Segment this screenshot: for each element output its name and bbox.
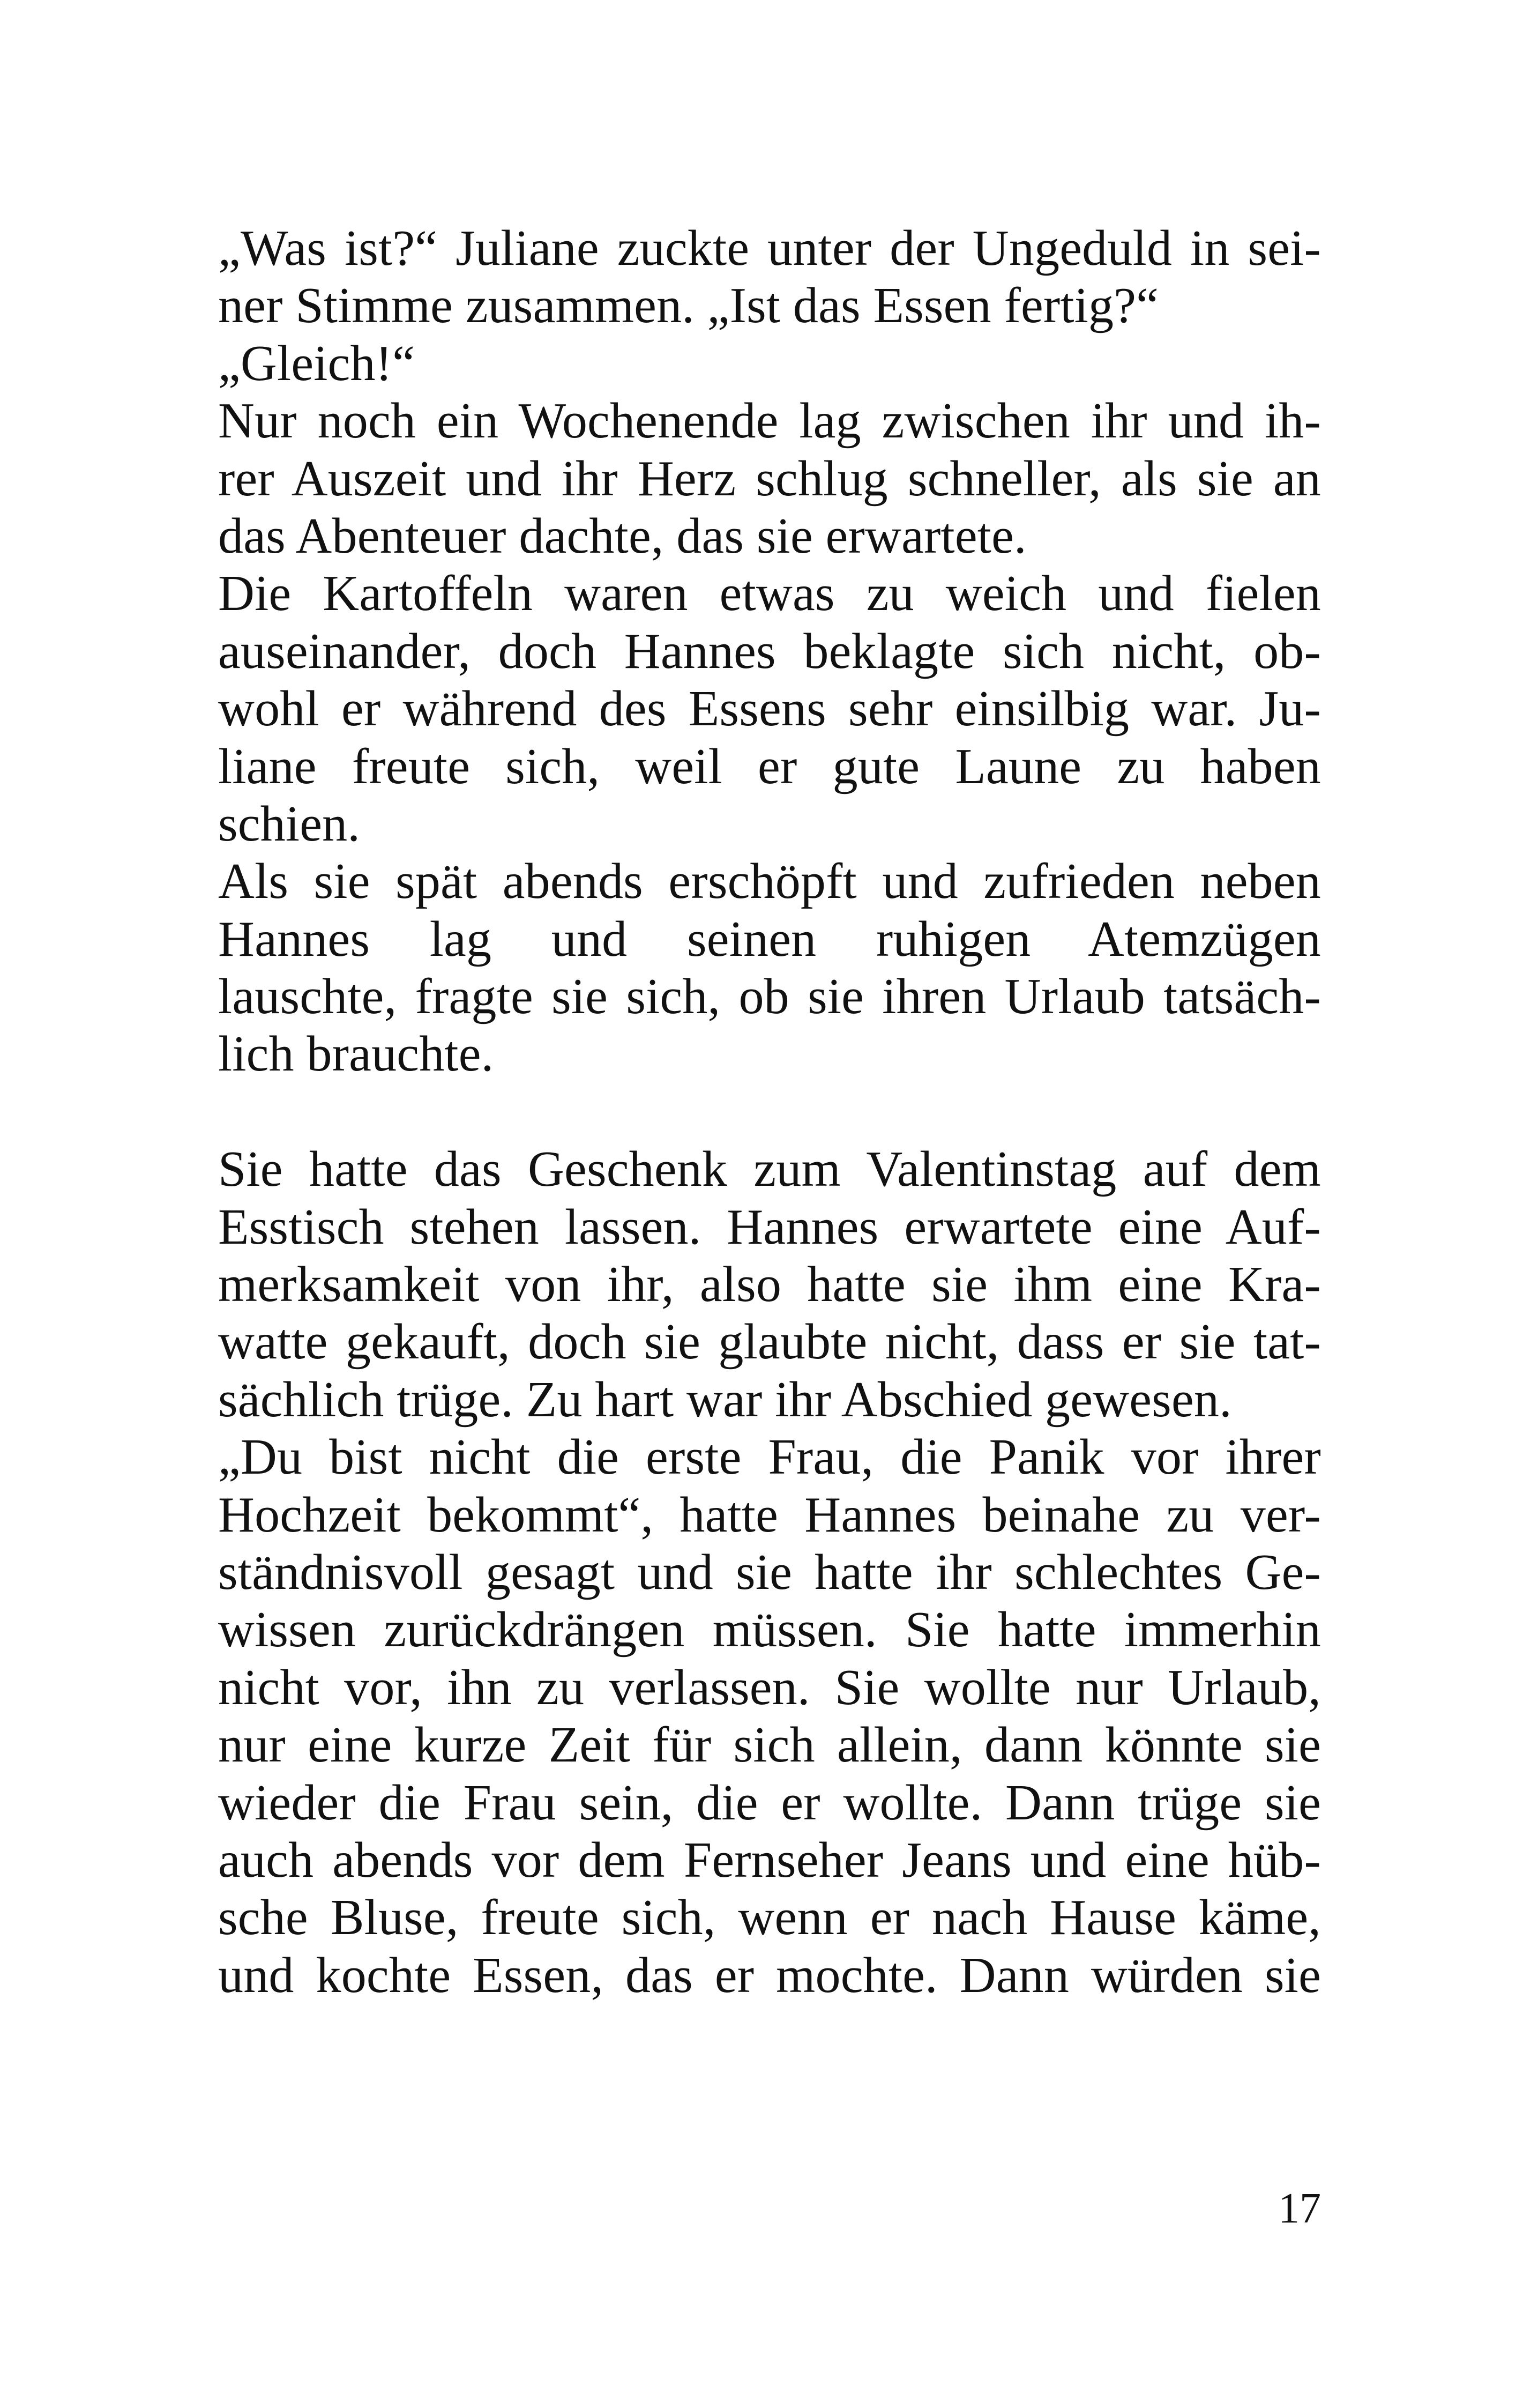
text-line: und kochte Essen, das er mochte. Dann würden sie xyxy=(218,1947,1321,2003)
text-line: „Was ist?“ Juliane zuckte unter der Ungeduld in sei- xyxy=(218,220,1321,276)
paragraph xyxy=(218,1141,1321,1429)
text-line: Als sie spät abends erschöpft und zufrieden neben xyxy=(218,853,1321,910)
paragraph xyxy=(218,1429,1321,2004)
paragraph xyxy=(218,565,1321,853)
paragraph xyxy=(218,853,1321,1083)
text-line: „Du bist nicht die erste Frau, die Panik vor ihrer xyxy=(218,1429,1321,1485)
text-line: wieder die Frau sein, die er wollte. Dann trüge sie xyxy=(218,1774,1321,1831)
text-line: Nur noch ein Wochenende lag zwischen ihr und ih- xyxy=(218,393,1321,449)
text-line: merksamkeit von ihr, also hatte sie ihm eine Kra- xyxy=(218,1257,1321,1313)
text-line: Hannes lag und seinen ruhigen Atemzügen xyxy=(218,911,1321,967)
text-line: Die Kartoffeln waren etwas zu weich und fielen xyxy=(218,566,1321,622)
text-line: rer Auszeit und ihr Herz schlug schneller, als sie an xyxy=(218,450,1321,507)
paragraph xyxy=(218,335,1321,392)
text-line: lich brauchte. xyxy=(218,1026,494,1082)
text-line: lauschte, fragte sie sich, ob sie ihren Urlaub tatsäch- xyxy=(218,969,1321,1025)
text-line: wissen zurückdrängen müssen. Sie hatte immerhin xyxy=(218,1602,1321,1658)
text-line: nur eine kurze Zeit für sich allein, dann könnte sie xyxy=(218,1717,1321,1773)
text-line: watte gekauft, doch sie glaubte nicht, dass er sie tat- xyxy=(218,1314,1321,1370)
text-line: Sie hatte das Geschenk zum Valentinstag auf dem xyxy=(218,1141,1321,1198)
text-line: Esstisch stehen lassen. Hannes erwartete eine Auf- xyxy=(218,1199,1321,1255)
paragraph-gap xyxy=(218,1083,1321,1141)
text-line: wohl er während des Essens sehr einsilbig war. Ju- xyxy=(218,681,1321,737)
text-line: Hochzeit bekommt“, hatte Hannes beinahe zu ver- xyxy=(218,1487,1321,1543)
text-line: sche Bluse, freute sich, wenn er nach Hause käme, xyxy=(218,1890,1321,1946)
text-line: schien. xyxy=(218,796,361,852)
text-line: liane freute sich, weil er gute Laune zu haben xyxy=(218,738,1321,794)
paragraph xyxy=(218,392,1321,565)
text-line: ständnisvoll gesagt und sie hatte ihr schlechtes Ge- xyxy=(218,1544,1321,1600)
body-text xyxy=(218,220,1321,2004)
text-line: ner Stimme zusammen. „Ist das Essen fertig?“ xyxy=(218,278,1159,334)
paragraph xyxy=(218,220,1321,335)
text-line: sächlich trüge. Zu hart war ihr Abschied gewesen. xyxy=(218,1371,1232,1428)
text-line: „Gleich!“ xyxy=(218,335,415,391)
text-line: auch abends vor dem Fernseher Jeans und eine hüb- xyxy=(218,1832,1321,1888)
text-line: auseinander, doch Hannes beklagte sich nicht, ob- xyxy=(218,623,1321,679)
page-number: 17 xyxy=(1278,2185,1321,2232)
text-line: das Abenteuer dachte, das sie erwartete. xyxy=(218,508,1027,564)
text-line: nicht vor, ihn zu verlassen. Sie wollte nur Urlaub, xyxy=(218,1659,1321,1715)
